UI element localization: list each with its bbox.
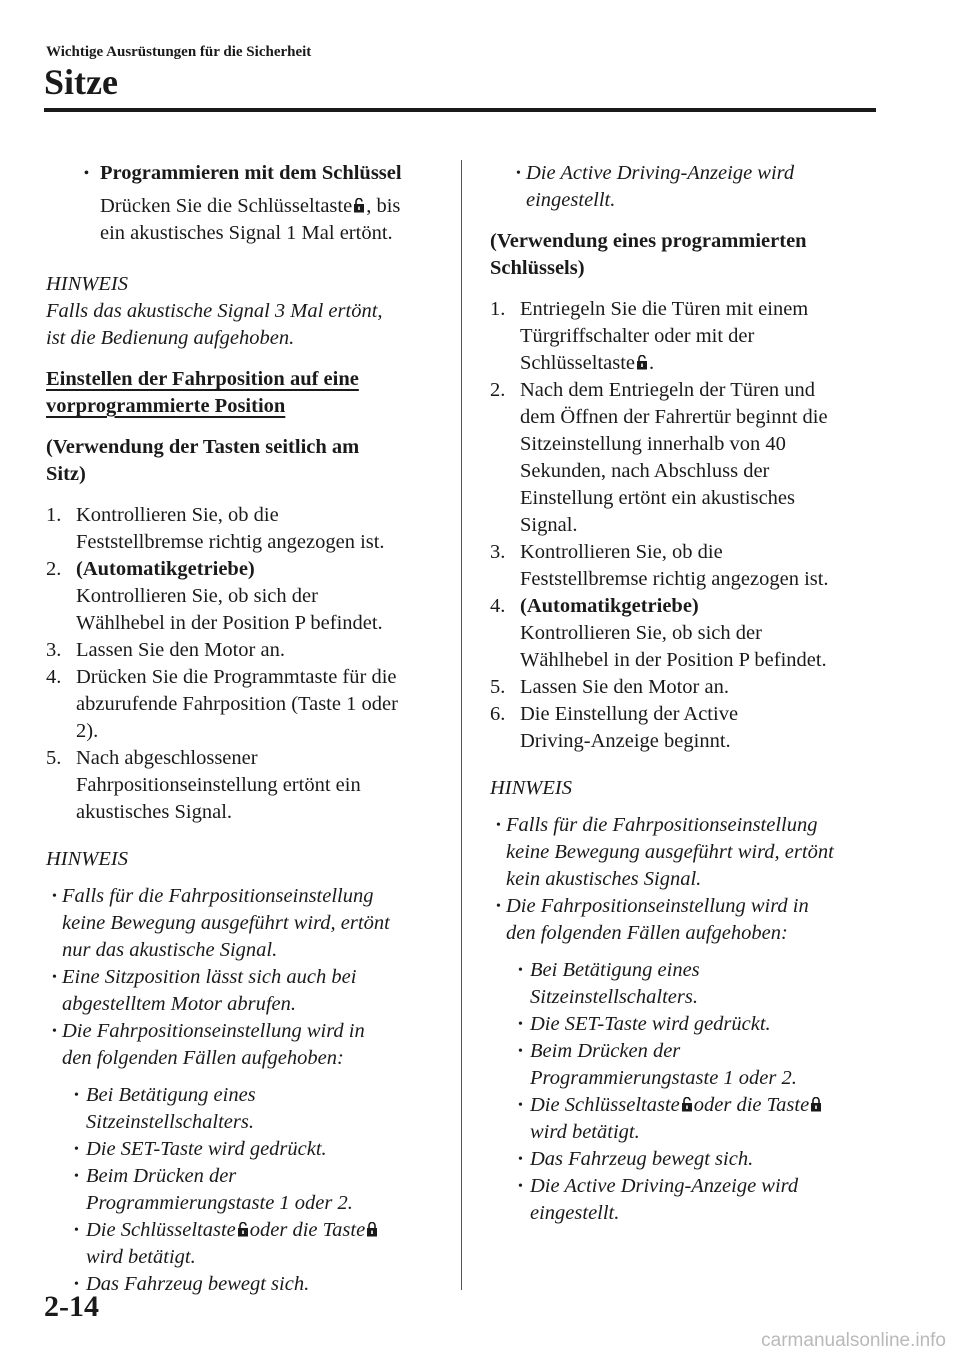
right-column (490, 160, 880, 1227)
unlock-key-icon (636, 355, 648, 370)
note-sub-bullet: • Die Active Driving-Anzeige wird eingestellt. (516, 162, 795, 211)
page-number: 2-14 (44, 1290, 99, 1323)
unlock-key-icon (353, 198, 365, 213)
unlock-key-icon (237, 1222, 249, 1237)
step-item: 3. Kontrollieren Sie, ob die Feststellbremse richtig angezogen ist. (490, 541, 829, 590)
bullet-programming-key (46, 160, 441, 187)
sub-heading: (Verwendung der Tasten seitlich am Sitz) (46, 436, 360, 485)
note-heading: HINWEIS (46, 848, 128, 870)
lock-key-icon (810, 1097, 822, 1112)
bullet-text: ein akustisches Signal 1 Mal ertönt. (100, 222, 393, 244)
note-bullet: • Die Fahrpositionseinstellung wird in den folgenden Fällen aufgehoben: (496, 895, 809, 944)
header-rule (44, 108, 876, 112)
bullet-heading: Programmieren mit dem Schlüssel (100, 162, 402, 184)
sub-heading: (Verwendung eines programmierten Schlüssels) (490, 230, 807, 279)
note-sub-bullet: • Die Active Driving-Anzeige wird eingestellt. (518, 1175, 799, 1224)
watermark: carmanualsonline.info (761, 1330, 946, 1351)
note-sub-bullet: • Das Fahrzeug bewegt sich. (518, 1148, 754, 1170)
note-sub-bullet: • Die SET-Taste wird gedrückt. (74, 1138, 327, 1160)
step-item: 4. (Automatikgetriebe) Kontrollieren Sie, ob sich der Wählhebel in der Position P befindet. (490, 595, 827, 671)
step-item: 5. Nach abgeschlossener Fahrpositionseinstellung ertönt ein akustisches Signal. (46, 747, 361, 823)
note-bullet: • Eine Sitzposition lässt sich auch bei abgestelltem Motor abrufen. (52, 966, 357, 1015)
note-sub-bullet: • Bei Betätigung eines Sitzeinstellschalters. (74, 1084, 256, 1133)
page-title: Sitze (44, 62, 118, 102)
note-bullet: • Die Fahrpositionseinstellung wird in den folgenden Fällen aufgehoben: (52, 1020, 365, 1069)
note-sub-bullet: • Beim Drücken der Programmierungstaste 1 oder 2. (518, 1040, 797, 1089)
note-heading: HINWEIS (490, 777, 572, 799)
section-heading: Einstellen der Fahrposition auf eine vorprogrammierte Position (46, 368, 359, 417)
note-sub-bullet: • Die Schlüsseltaste oder die Taste wird betätigt. (490, 1092, 880, 1146)
left-column (46, 160, 441, 1298)
lock-key-icon (366, 1222, 378, 1237)
step-item: 6. Die Einstellung der Active Driving-Anzeige beginnt. (490, 703, 739, 752)
step-item: 5. Lassen Sie den Motor an. (490, 676, 729, 698)
note-bullet: • Falls für die Fahrpositionseinstellung keine Bewegung ausgeführt wird, ertönt nur das akustische Signal. (52, 885, 390, 961)
bullet-text: Drücken Sie die Schlüsseltaste (100, 195, 353, 217)
unlock-key-icon (681, 1097, 693, 1112)
note-sub-bullet: • Bei Betätigung eines Sitzeinstellschalters. (518, 959, 700, 1008)
note-sub-bullet: • Die SET-Taste wird gedrückt. (518, 1013, 771, 1035)
note-heading: HINWEIS (46, 273, 128, 295)
note-sub-bullet: • Beim Drücken der Programmierungstaste 1 oder 2. (74, 1165, 353, 1214)
step-item: 4. Drücken Sie die Programmtaste für die abzurufende Fahrposition (Taste 1 oder 2). (46, 666, 398, 742)
note-bullet: • Falls für die Fahrpositionseinstellung keine Bewegung ausgeführt wird, ertönt kein akustisches Signal. (496, 814, 834, 890)
note-sub-bullet: • Das Fahrzeug bewegt sich. (74, 1273, 310, 1295)
note-text: Falls das akustische Signal 3 Mal ertönt, ist die Bedienung aufgehoben. (46, 300, 383, 349)
note-sub-bullet: • Die Schlüsseltaste oder die Taste wird betätigt. (46, 1217, 441, 1271)
step-item: 1. Kontrollieren Sie, ob die Feststellbremse richtig angezogen ist. (46, 504, 385, 553)
step-item: 1. Entriegeln Sie die Türen mit einem Türgriffschalter oder mit der Schlüsseltaste . (490, 298, 809, 374)
step-item: 2. (Automatikgetriebe) Kontrollieren Sie, ob sich der Wählhebel in der Position P befindet. (46, 558, 383, 634)
column-divider (461, 160, 462, 1290)
step-item: 2. Nach dem Entriegeln der Türen und dem Öffnen der Fahrertür beginnt die Sitzeinstellung innerhalb von 40 Sekunden, nach Abschluss der Einstellung ertönt ein akustisches Signal. (490, 379, 828, 536)
bullet-body (46, 193, 441, 247)
bullet-dot: • (84, 166, 89, 181)
section-header: Wichtige Ausrüstungen für die Sicherheit (46, 44, 312, 60)
step-item: 3. Lassen Sie den Motor an. (46, 639, 285, 661)
bullet-text: , bis (366, 195, 401, 217)
